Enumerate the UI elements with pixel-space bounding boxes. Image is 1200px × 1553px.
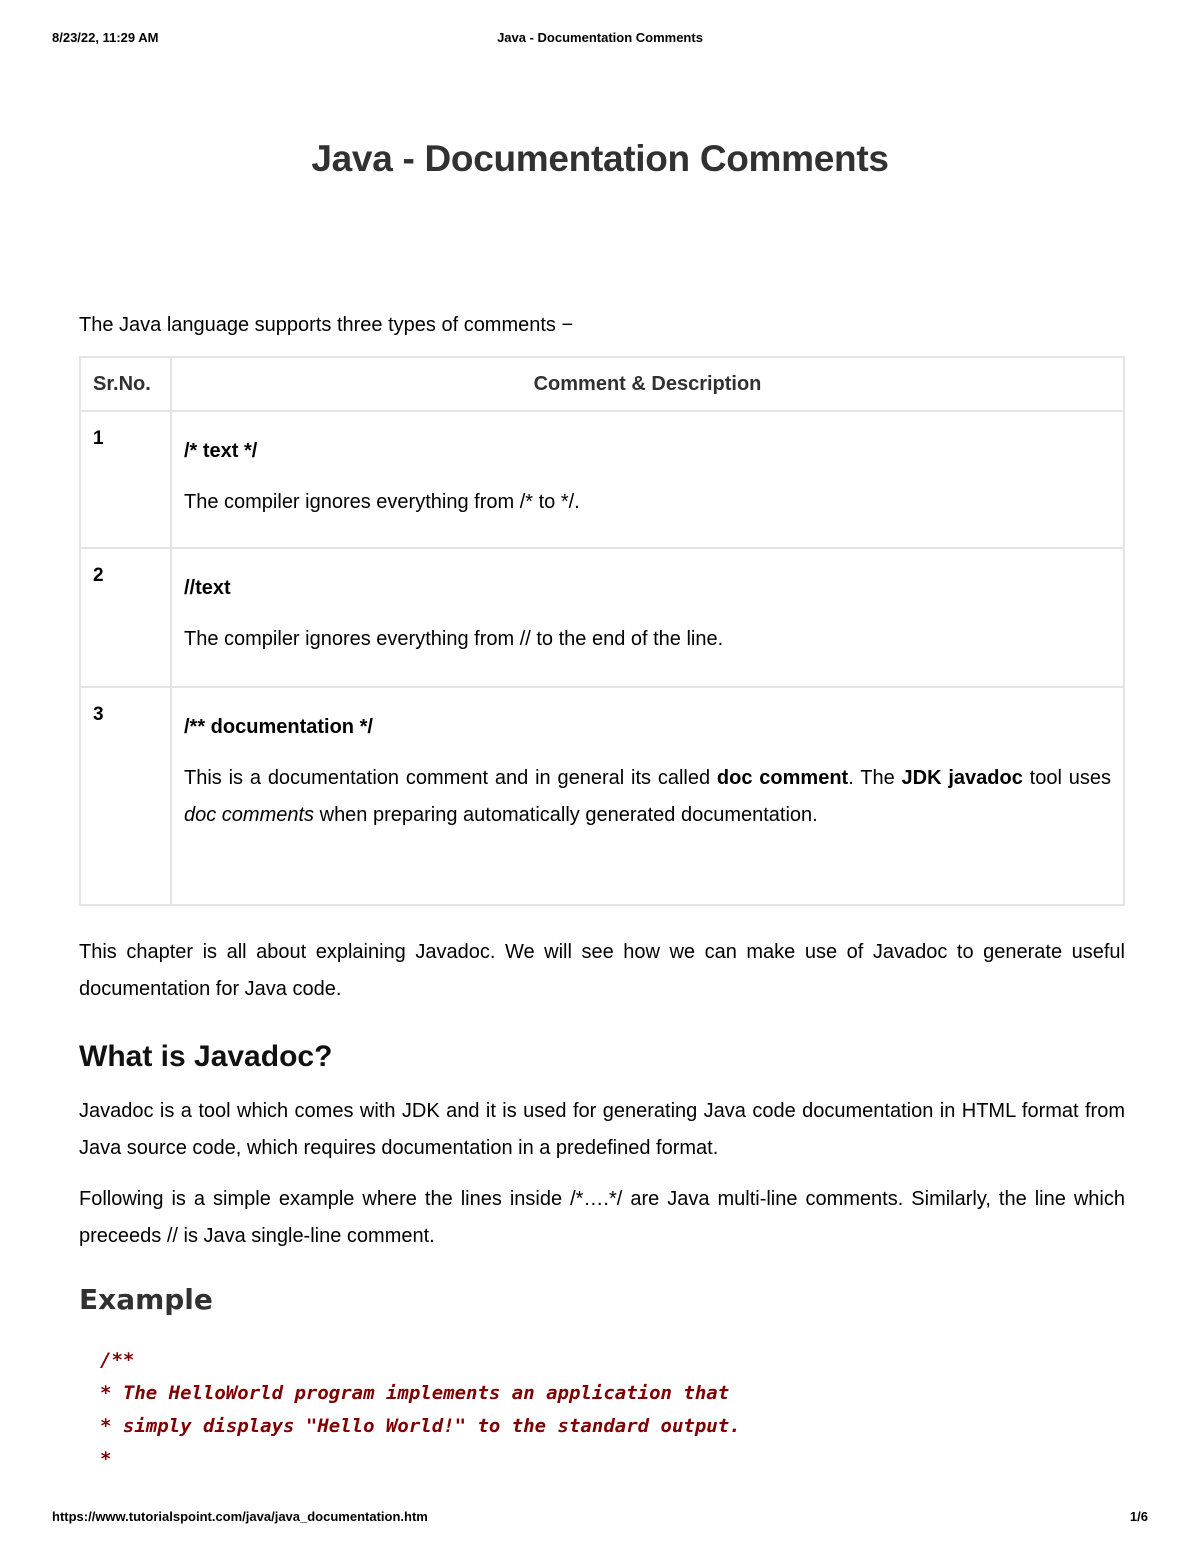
print-title: Java - Documentation Comments — [497, 30, 703, 45]
print-header — [52, 30, 1148, 50]
desc-italic-doc-comments: doc comments — [184, 804, 315, 826]
desc-text: . The — [848, 767, 902, 789]
row-content — [171, 411, 1124, 548]
desc-bold-jdk-javadoc: JDK javadoc — [901, 767, 1023, 789]
desc-text: tool uses — [1022, 767, 1111, 789]
print-url: https://www.tutorialspoint.com/java/java_documentation.htm — [52, 1509, 428, 1524]
code-line: /** — [100, 1349, 135, 1371]
table-header-row — [80, 357, 1124, 411]
row-number: 2 — [80, 548, 171, 687]
column-header-description: Comment & Description — [171, 357, 1124, 411]
code-line: * The HelloWorld program implements an application that — [100, 1382, 730, 1404]
chapter-paragraph: This chapter is all about explaining Javadoc. We will see how we can make use of Javadoc to generate useful documentation for Java code. — [79, 941, 1125, 1000]
page-title: Java - Documentation Comments — [311, 138, 889, 179]
desc-bold-doc-comment: doc comment — [716, 767, 849, 789]
intro-text: The Java language supports three types of comments − — [79, 314, 574, 336]
code-line: * simply displays "Hello World!" to the standard output. — [100, 1415, 741, 1437]
table-row — [80, 687, 1124, 905]
desc-text: This is a documentation comment and in general its called — [184, 767, 717, 789]
section-heading: What is Javadoc? — [79, 1040, 333, 1073]
column-header-srno: Sr.No. — [80, 357, 171, 411]
table-row — [80, 548, 1124, 687]
comment-syntax: /** documentation */ — [184, 716, 373, 738]
comments-table — [79, 356, 1125, 906]
comment-syntax: //text — [184, 577, 231, 599]
javadoc-paragraph: Javadoc is a tool which comes with JDK and it is used for generating Java code documentation in HTML format from Java source code, which requires documentation in a predefined format. — [79, 1100, 1125, 1159]
code-line: * — [100, 1448, 112, 1470]
comment-syntax: /* text */ — [184, 440, 258, 462]
desc-text: when preparing automatically generated documentation. — [314, 804, 818, 826]
print-datetime: 8/23/22, 11:29 AM — [52, 30, 159, 45]
comment-description: The compiler ignores everything from /* to */. — [184, 491, 580, 513]
print-footer — [52, 1509, 1148, 1529]
code-block — [100, 1344, 741, 1476]
table-row — [80, 411, 1124, 548]
example-heading: Example — [79, 1283, 213, 1316]
following-paragraph: Following is a simple example where the lines inside /*….*/ are Java multi-line comments. Similarly, the line which preceeds // is Java single-line comment. — [79, 1188, 1125, 1247]
row-content — [171, 687, 1124, 905]
row-number: 3 — [80, 687, 171, 905]
comment-description — [184, 760, 1111, 834]
row-content — [171, 548, 1124, 687]
row-number: 1 — [80, 411, 171, 548]
comment-description: The compiler ignores everything from // to the end of the line. — [184, 628, 724, 650]
page-number: 1/6 — [1129, 1509, 1148, 1524]
